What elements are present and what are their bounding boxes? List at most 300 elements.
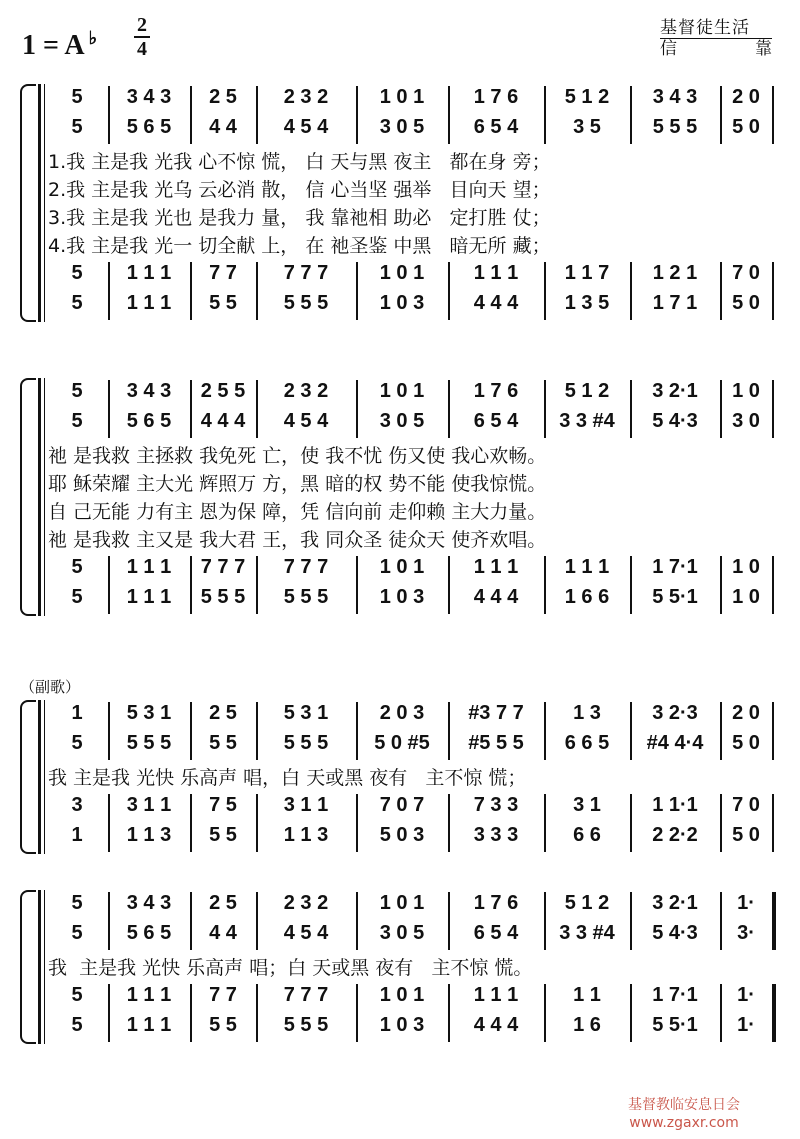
alto-measure-8 bbox=[632, 410, 718, 440]
bass-notes: 5 5 bbox=[209, 824, 237, 846]
bass-measure-8 bbox=[632, 1014, 718, 1044]
alto-notes: 5 5 bbox=[209, 732, 237, 754]
alto-measure-3 bbox=[192, 116, 254, 146]
bass-notes: 1 1 3 bbox=[283, 824, 329, 846]
bass-measure-4 bbox=[258, 824, 354, 854]
alto-measure-3 bbox=[192, 922, 254, 952]
tenor-notes: 7 7 bbox=[209, 262, 237, 284]
bass-measure-5 bbox=[358, 824, 446, 854]
bass-notes: 4 4 4 bbox=[473, 292, 519, 314]
soprano-notes: 1 0 1 bbox=[379, 380, 425, 402]
alto-notes: 5 6 5 bbox=[126, 410, 172, 432]
tenor-measure-2 bbox=[110, 794, 188, 824]
watermark bbox=[628, 1096, 740, 1132]
tenor-measure-6 bbox=[450, 794, 542, 824]
alto-notes: #4 4·4 bbox=[646, 732, 704, 754]
alto-measure-5 bbox=[358, 116, 446, 146]
bass-measure-9 bbox=[722, 824, 770, 854]
tenor-notes: 3 bbox=[71, 794, 83, 816]
bass-measure-9 bbox=[722, 586, 770, 616]
bass-notes: 6 6 bbox=[573, 824, 601, 846]
soprano-measure-5 bbox=[358, 86, 446, 116]
tenor-notes: 7 0 bbox=[732, 262, 760, 284]
bass-notes: 5 0 bbox=[732, 824, 760, 846]
alto-notes: 5 5 5 bbox=[126, 732, 172, 754]
soprano-notes: 2 5 5 bbox=[200, 380, 246, 402]
alto-notes: 5 bbox=[71, 732, 83, 754]
tenor-notes: 1 0 1 bbox=[379, 984, 425, 1006]
bass-notes: 5 bbox=[71, 1014, 83, 1036]
bass-measure-6 bbox=[450, 586, 542, 616]
bass-notes: 1· bbox=[737, 1014, 755, 1036]
tenor-notes: 1 0 bbox=[732, 556, 760, 578]
soprano-notes: 1 0 bbox=[732, 380, 760, 402]
tenor-measure-6 bbox=[450, 984, 542, 1014]
soprano-measure-8 bbox=[632, 380, 718, 410]
alto-measure-7 bbox=[546, 116, 628, 146]
tenor-measure-7 bbox=[546, 262, 628, 292]
soprano-notes: 2 0 3 bbox=[379, 702, 425, 724]
alto-notes: 5 4·3 bbox=[652, 410, 698, 432]
soprano-measure-8 bbox=[632, 702, 718, 732]
soprano-measure-1 bbox=[48, 892, 106, 922]
bass-measure-1 bbox=[48, 586, 106, 616]
tenor-notes: 5 bbox=[71, 262, 83, 284]
soprano-notes: 1 7 6 bbox=[473, 380, 519, 402]
soprano-measure-2 bbox=[110, 380, 188, 410]
bass-notes: 1 1 1 bbox=[126, 586, 172, 608]
watermark-url: www.zgaxr.com bbox=[629, 1115, 739, 1131]
alto-notes: 3 0 5 bbox=[379, 410, 425, 432]
bass-notes: 4 4 4 bbox=[473, 1014, 519, 1036]
tenor-notes: 7 7 7 bbox=[283, 984, 329, 1006]
soprano-measure-1 bbox=[48, 86, 106, 116]
tenor-measure-7 bbox=[546, 984, 628, 1014]
tenor-notes: 7 3 3 bbox=[473, 794, 519, 816]
alto-measure-3 bbox=[192, 732, 254, 762]
lyric-line-1: 我 主是我 光快 乐高声 唱；白 天或黑 夜有 主不惊 慌。 bbox=[48, 957, 533, 979]
soprano-measure-2 bbox=[110, 86, 188, 116]
alto-measure-6 bbox=[450, 922, 542, 952]
lyric-line-4: 祂 是我救 主又是 我大君 王，我 同众圣 徒众天 使齐欢唱。 bbox=[48, 529, 547, 551]
bass-notes: 1 0 3 bbox=[379, 292, 425, 314]
tenor-measure-6 bbox=[450, 262, 542, 292]
tenor-notes: 7 7 7 bbox=[200, 556, 246, 578]
alto-notes: 3· bbox=[737, 922, 755, 944]
tenor-notes: 5 bbox=[71, 984, 83, 1006]
bass-measure-4 bbox=[258, 1014, 354, 1044]
tenor-voice-row bbox=[20, 984, 778, 1014]
lyric-line-2: 2.我 主是我 光乌 云必消 散， 信 心当坚 强举 目向天 望； bbox=[48, 179, 551, 201]
alto-notes: 5 0 #5 bbox=[374, 732, 430, 754]
bass-measure-6 bbox=[450, 1014, 542, 1044]
bass-measure-8 bbox=[632, 824, 718, 854]
alto-notes: 5 0 bbox=[732, 116, 760, 138]
soprano-notes: 1· bbox=[737, 892, 755, 914]
score-system-1 bbox=[20, 84, 778, 322]
soprano-notes: 2 3 2 bbox=[283, 892, 329, 914]
tenor-notes: 1 0 1 bbox=[379, 556, 425, 578]
tenor-notes: 1· bbox=[737, 984, 755, 1006]
alto-notes: 4 4 bbox=[209, 922, 237, 944]
alto-notes: 6 6 5 bbox=[564, 732, 610, 754]
soprano-notes: 5 3 1 bbox=[283, 702, 329, 724]
tenor-notes: 1 1 1 bbox=[473, 556, 519, 578]
tenor-measure-5 bbox=[358, 556, 446, 586]
soprano-measure-7 bbox=[546, 380, 628, 410]
alto-notes: 5 bbox=[71, 922, 83, 944]
tenor-measure-3 bbox=[192, 984, 254, 1014]
tenor-notes: 7 7 bbox=[209, 984, 237, 1006]
bass-measure-1 bbox=[48, 292, 106, 322]
tenor-measure-1 bbox=[48, 262, 106, 292]
alto-voice-row bbox=[20, 116, 778, 146]
alto-notes: 5 bbox=[71, 116, 83, 138]
tenor-notes: 1 7·1 bbox=[652, 556, 698, 578]
tenor-notes: 1 1 1 bbox=[126, 262, 172, 284]
alto-measure-4 bbox=[258, 410, 354, 440]
soprano-measure-1 bbox=[48, 702, 106, 732]
soprano-notes: 2 0 bbox=[732, 86, 760, 108]
tenor-notes: 7 7 7 bbox=[283, 556, 329, 578]
tenor-voice-row bbox=[20, 556, 778, 586]
alto-notes: 6 5 4 bbox=[473, 922, 519, 944]
song-title-right: 靠 bbox=[755, 39, 772, 59]
bass-measure-7 bbox=[546, 292, 628, 322]
alto-notes: 4 5 4 bbox=[283, 410, 329, 432]
soprano-measure-4 bbox=[258, 380, 354, 410]
alto-notes: 3 3 #4 bbox=[559, 410, 615, 432]
bass-notes: 5 5 bbox=[209, 1014, 237, 1036]
bass-voice-row bbox=[20, 1014, 778, 1044]
tenor-notes: 7 0 7 bbox=[379, 794, 425, 816]
alto-notes: 3 0 5 bbox=[379, 922, 425, 944]
bass-notes: 5 5 bbox=[209, 292, 237, 314]
tenor-notes: 1 1·1 bbox=[652, 794, 698, 816]
tenor-measure-8 bbox=[632, 984, 718, 1014]
soprano-measure-3 bbox=[192, 892, 254, 922]
soprano-notes: 1 7 6 bbox=[473, 892, 519, 914]
soprano-measure-6 bbox=[450, 892, 542, 922]
song-title-left: 信 bbox=[660, 39, 677, 59]
soprano-notes: 5 1 2 bbox=[564, 892, 610, 914]
tenor-measure-1 bbox=[48, 556, 106, 586]
soprano-measure-4 bbox=[258, 86, 354, 116]
bass-measure-4 bbox=[258, 292, 354, 322]
soprano-notes: 1 7 6 bbox=[473, 86, 519, 108]
tenor-measure-9 bbox=[722, 794, 770, 824]
alto-notes: 4 5 4 bbox=[283, 116, 329, 138]
tenor-measure-2 bbox=[110, 556, 188, 586]
alto-notes: 6 5 4 bbox=[473, 116, 519, 138]
tenor-notes: 1 2 1 bbox=[652, 262, 698, 284]
bass-measure-3 bbox=[192, 1014, 254, 1044]
bass-notes: 1 6 6 bbox=[564, 586, 610, 608]
soprano-notes: #3 7 7 bbox=[468, 702, 524, 724]
tenor-measure-8 bbox=[632, 794, 718, 824]
tenor-measure-4 bbox=[258, 556, 354, 586]
bass-measure-1 bbox=[48, 1014, 106, 1044]
bass-notes: 5 5 5 bbox=[283, 1014, 329, 1036]
soprano-notes: 2 5 bbox=[209, 702, 237, 724]
soprano-measure-3 bbox=[192, 702, 254, 732]
soprano-measure-1 bbox=[48, 380, 106, 410]
song-source bbox=[660, 18, 772, 59]
soprano-measure-5 bbox=[358, 702, 446, 732]
bass-measure-5 bbox=[358, 586, 446, 616]
alto-measure-2 bbox=[110, 922, 188, 952]
bass-notes: 1 0 3 bbox=[379, 1014, 425, 1036]
soprano-notes: 2 0 bbox=[732, 702, 760, 724]
alto-measure-6 bbox=[450, 410, 542, 440]
collection-title: 基督徒生活 bbox=[660, 18, 772, 39]
soprano-notes: 5 1 2 bbox=[564, 86, 610, 108]
soprano-measure-6 bbox=[450, 702, 542, 732]
bass-notes: 5 0 3 bbox=[379, 824, 425, 846]
tenor-notes: 7 0 bbox=[732, 794, 760, 816]
bass-notes: 5 5 5 bbox=[283, 292, 329, 314]
alto-measure-4 bbox=[258, 116, 354, 146]
bass-measure-3 bbox=[192, 292, 254, 322]
alto-measure-5 bbox=[358, 922, 446, 952]
watermark-name: 基督教临安息日会 bbox=[628, 1097, 740, 1113]
tenor-notes: 1 1 1 bbox=[473, 262, 519, 284]
bass-measure-8 bbox=[632, 586, 718, 616]
tenor-notes: 1 0 1 bbox=[379, 262, 425, 284]
time-signature-bottom: 4 bbox=[137, 38, 147, 60]
alto-notes: 5 bbox=[71, 410, 83, 432]
soprano-measure-3 bbox=[192, 86, 254, 116]
soprano-measure-4 bbox=[258, 892, 354, 922]
tenor-measure-4 bbox=[258, 984, 354, 1014]
bass-notes: 5 5 5 bbox=[200, 586, 246, 608]
bass-notes: 1 1 1 bbox=[126, 1014, 172, 1036]
alto-measure-3 bbox=[192, 410, 254, 440]
bass-notes: 5 5 5 bbox=[283, 586, 329, 608]
bass-notes: 1 6 bbox=[573, 1014, 601, 1036]
bass-measure-6 bbox=[450, 292, 542, 322]
soprano-measure-2 bbox=[110, 892, 188, 922]
tenor-measure-8 bbox=[632, 556, 718, 586]
soprano-voice-row bbox=[20, 86, 778, 116]
soprano-notes: 3 2·1 bbox=[652, 892, 698, 914]
tenor-measure-2 bbox=[110, 262, 188, 292]
bass-measure-4 bbox=[258, 586, 354, 616]
tenor-measure-5 bbox=[358, 984, 446, 1014]
bass-measure-7 bbox=[546, 824, 628, 854]
bass-measure-3 bbox=[192, 586, 254, 616]
alto-measure-1 bbox=[48, 410, 106, 440]
alto-measure-8 bbox=[632, 116, 718, 146]
soprano-notes: 1 0 1 bbox=[379, 892, 425, 914]
alto-measure-7 bbox=[546, 732, 628, 762]
flat-accidental: ♭ bbox=[88, 28, 98, 48]
soprano-measure-4 bbox=[258, 702, 354, 732]
alto-notes: 5 6 5 bbox=[126, 922, 172, 944]
tenor-notes: 1 1 1 bbox=[126, 556, 172, 578]
soprano-notes: 3 4 3 bbox=[126, 892, 172, 914]
bass-notes: 1 3 5 bbox=[564, 292, 610, 314]
soprano-notes: 1 bbox=[71, 702, 83, 724]
bass-notes: 1 0 bbox=[732, 586, 760, 608]
tenor-measure-4 bbox=[258, 262, 354, 292]
soprano-voice-row bbox=[20, 892, 778, 922]
alto-measure-9 bbox=[722, 410, 770, 440]
alto-measure-6 bbox=[450, 116, 542, 146]
soprano-measure-9 bbox=[722, 86, 770, 116]
tenor-measure-3 bbox=[192, 556, 254, 586]
bass-measure-9 bbox=[722, 1014, 770, 1044]
soprano-voice-row bbox=[20, 380, 778, 410]
tenor-notes: 1 7·1 bbox=[652, 984, 698, 1006]
alto-measure-6 bbox=[450, 732, 542, 762]
bass-measure-5 bbox=[358, 1014, 446, 1044]
soprano-notes: 2 3 2 bbox=[283, 86, 329, 108]
alto-notes: 4 5 4 bbox=[283, 922, 329, 944]
bass-measure-7 bbox=[546, 1014, 628, 1044]
chorus-label: （副歌） bbox=[20, 678, 81, 696]
soprano-measure-9 bbox=[722, 702, 770, 732]
tenor-measure-9 bbox=[722, 262, 770, 292]
alto-measure-4 bbox=[258, 922, 354, 952]
soprano-notes: 5 3 1 bbox=[126, 702, 172, 724]
soprano-notes: 3 2·3 bbox=[652, 702, 698, 724]
soprano-measure-6 bbox=[450, 86, 542, 116]
time-signature-top: 2 bbox=[137, 14, 147, 36]
lyric-line-1: 祂 是我救 主拯救 我免死 亡，使 我不忧 伤又使 我心欢畅。 bbox=[48, 445, 547, 467]
bass-notes: 3 3 3 bbox=[473, 824, 519, 846]
tenor-voice-row bbox=[20, 262, 778, 292]
alto-voice-row bbox=[20, 922, 778, 952]
alto-measure-5 bbox=[358, 410, 446, 440]
alto-measure-4 bbox=[258, 732, 354, 762]
tenor-measure-2 bbox=[110, 984, 188, 1014]
alto-measure-7 bbox=[546, 922, 628, 952]
key-signature: 1 = A ♭ bbox=[22, 28, 98, 61]
soprano-notes: 3 4 3 bbox=[652, 86, 698, 108]
soprano-notes: 2 5 bbox=[209, 86, 237, 108]
tenor-notes: 1 1 1 bbox=[564, 556, 610, 578]
bass-notes: 1 1 3 bbox=[126, 824, 172, 846]
alto-notes: 5 5 5 bbox=[283, 732, 329, 754]
tenor-notes: 3 1 bbox=[573, 794, 601, 816]
alto-measure-7 bbox=[546, 410, 628, 440]
soprano-notes: 1 0 1 bbox=[379, 86, 425, 108]
soprano-measure-6 bbox=[450, 380, 542, 410]
bass-notes: 5 bbox=[71, 586, 83, 608]
soprano-voice-row bbox=[20, 702, 778, 732]
tenor-measure-4 bbox=[258, 794, 354, 824]
soprano-measure-8 bbox=[632, 86, 718, 116]
bass-measure-7 bbox=[546, 586, 628, 616]
soprano-measure-2 bbox=[110, 702, 188, 732]
bass-notes: 1 7 1 bbox=[652, 292, 698, 314]
soprano-notes: 3 4 3 bbox=[126, 380, 172, 402]
alto-notes: 5 5 5 bbox=[652, 116, 698, 138]
alto-notes: 3 0 5 bbox=[379, 116, 425, 138]
alto-notes: 5 4·3 bbox=[652, 922, 698, 944]
tenor-notes: 7 5 bbox=[209, 794, 237, 816]
bass-notes: 5 bbox=[71, 292, 83, 314]
tenor-voice-row bbox=[20, 794, 778, 824]
score-system-2 bbox=[20, 378, 778, 616]
soprano-notes: 2 3 2 bbox=[283, 380, 329, 402]
tenor-measure-3 bbox=[192, 262, 254, 292]
bass-notes: 5 5·1 bbox=[652, 1014, 698, 1036]
soprano-notes: 2 5 bbox=[209, 892, 237, 914]
soprano-measure-7 bbox=[546, 892, 628, 922]
tenor-measure-8 bbox=[632, 262, 718, 292]
bass-notes: 1 0 3 bbox=[379, 586, 425, 608]
alto-measure-8 bbox=[632, 732, 718, 762]
tenor-measure-9 bbox=[722, 556, 770, 586]
alto-measure-2 bbox=[110, 732, 188, 762]
bass-voice-row bbox=[20, 586, 778, 616]
lyric-line-3: 自 己无能 力有主 恩为保 障，凭 信向前 走仰赖 主大力量。 bbox=[48, 501, 547, 523]
bass-measure-2 bbox=[110, 824, 188, 854]
bass-measure-8 bbox=[632, 292, 718, 322]
alto-measure-8 bbox=[632, 922, 718, 952]
alto-measure-5 bbox=[358, 732, 446, 762]
alto-measure-2 bbox=[110, 410, 188, 440]
alto-voice-row bbox=[20, 410, 778, 440]
bass-measure-9 bbox=[722, 292, 770, 322]
bass-notes: 5 0 bbox=[732, 292, 760, 314]
score-system-3 bbox=[20, 700, 778, 854]
tenor-measure-1 bbox=[48, 794, 106, 824]
alto-voice-row bbox=[20, 732, 778, 762]
bass-notes: 1 bbox=[71, 824, 83, 846]
alto-measure-9 bbox=[722, 922, 770, 952]
tenor-measure-7 bbox=[546, 794, 628, 824]
bass-voice-row bbox=[20, 824, 778, 854]
bass-notes: 1 1 1 bbox=[126, 292, 172, 314]
tenor-measure-5 bbox=[358, 794, 446, 824]
tenor-measure-3 bbox=[192, 794, 254, 824]
tenor-notes: 1 1 bbox=[573, 984, 601, 1006]
bass-notes: 4 4 4 bbox=[473, 586, 519, 608]
tenor-notes: 1 1 1 bbox=[473, 984, 519, 1006]
tenor-notes: 5 bbox=[71, 556, 83, 578]
tenor-measure-7 bbox=[546, 556, 628, 586]
soprano-notes: 3 2·1 bbox=[652, 380, 698, 402]
lyric-line-1: 我 主是我 光快 乐高声 唱，白 天或黑 夜有 主不惊 慌； bbox=[48, 767, 527, 789]
soprano-measure-3 bbox=[192, 380, 254, 410]
soprano-notes: 5 bbox=[71, 380, 83, 402]
bass-measure-2 bbox=[110, 292, 188, 322]
alto-notes: 3 3 #4 bbox=[559, 922, 615, 944]
alto-notes: 4 4 4 bbox=[200, 410, 246, 432]
time-signature bbox=[132, 14, 152, 60]
alto-notes: 6 5 4 bbox=[473, 410, 519, 432]
soprano-measure-9 bbox=[722, 892, 770, 922]
lyric-line-1: 1.我 主是我 光我 心不惊 慌， 白 天与黑 夜主 都在身 旁； bbox=[48, 151, 551, 173]
lyric-line-4: 4.我 主是我 光一 切全献 上， 在 祂圣鉴 中黑 暗无所 藏； bbox=[48, 235, 551, 257]
soprano-notes: 5 1 2 bbox=[564, 380, 610, 402]
bass-measure-3 bbox=[192, 824, 254, 854]
alto-measure-2 bbox=[110, 116, 188, 146]
lyric-line-3: 3.我 主是我 光也 是我力 量， 我 靠祂相 助必 定打胜 仗； bbox=[48, 207, 551, 229]
alto-notes: #5 5 5 bbox=[468, 732, 524, 754]
score-system-4 bbox=[20, 890, 778, 1044]
tenor-measure-6 bbox=[450, 556, 542, 586]
soprano-measure-7 bbox=[546, 702, 628, 732]
bass-measure-2 bbox=[110, 586, 188, 616]
tenor-notes: 1 1 1 bbox=[126, 984, 172, 1006]
soprano-notes: 5 bbox=[71, 86, 83, 108]
lyric-line-2: 耶 稣荣耀 主大光 辉照万 方，黑 暗的权 势不能 使我惊慌。 bbox=[48, 473, 547, 495]
tenor-notes: 1 1 7 bbox=[564, 262, 610, 284]
